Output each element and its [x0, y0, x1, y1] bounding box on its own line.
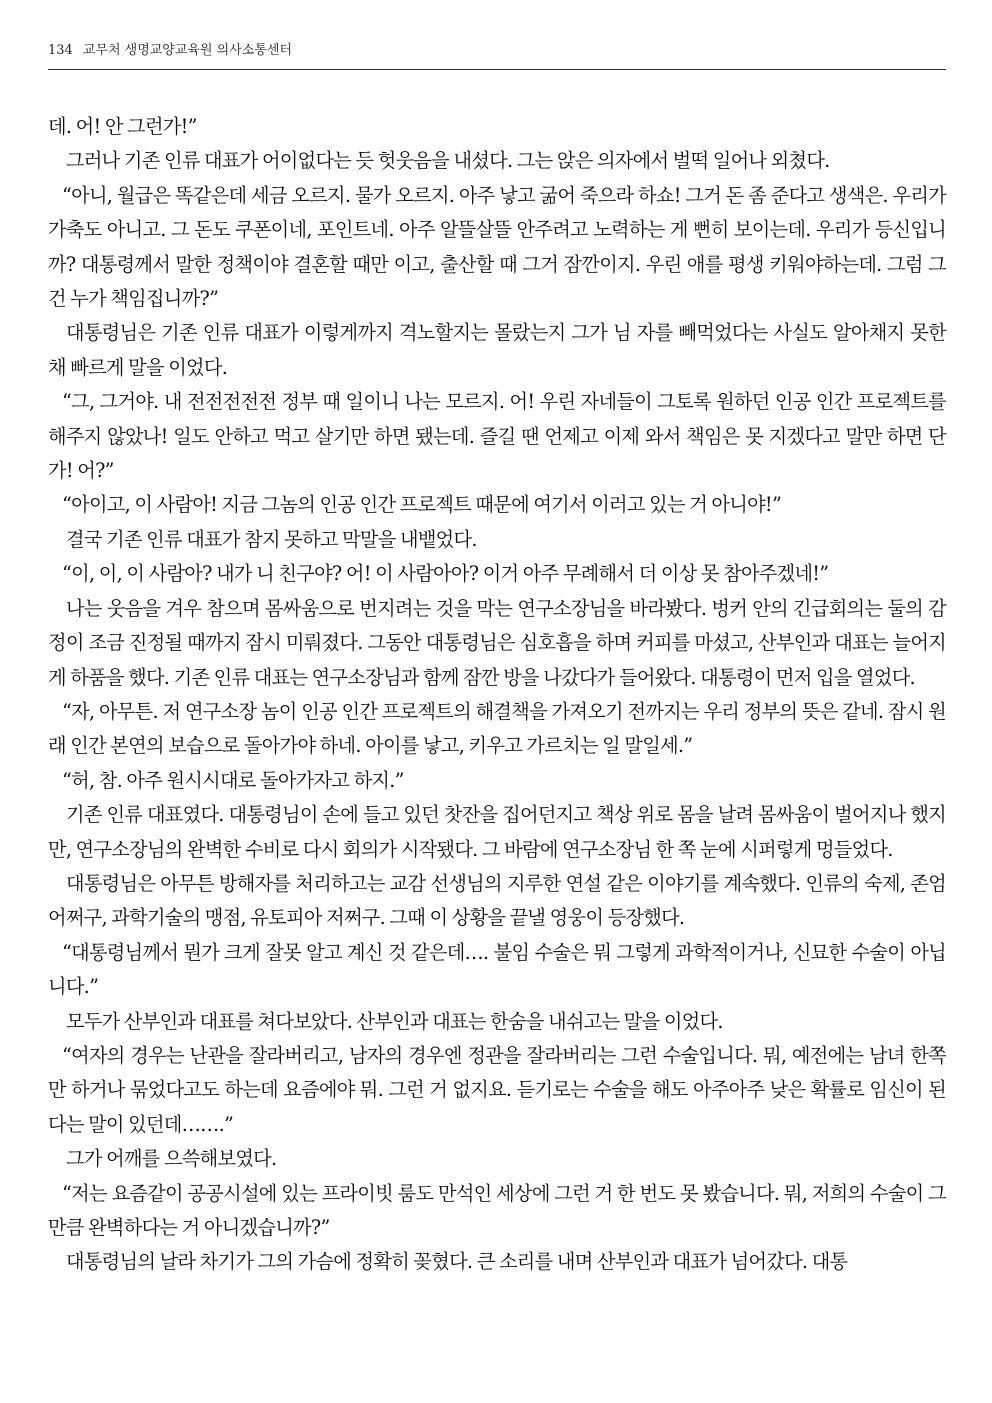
- paragraph: “대통령님께서 뭔가 크게 잘못 알고 계신 것 같은데…. 불임 수술은 뭐 그렇게 과학적이거나, 신묘한 수술이 아닙니다.”: [48, 940, 946, 999]
- running-header: [48, 42, 946, 60]
- paragraph: 대통령님은 기존 인류 대표가 이렇게까지 격노할지는 몰랐는지 그가 님 자를 빼먹었다는 사실도 알아채지 못한 채 빠르게 말을 이었다.: [48, 321, 946, 379]
- paragraph: 나는 웃음을 겨우 참으며 몸싸움으로 번지려는 것을 막는 연구소장님을 바라봤다. 벙커 안의 긴급회의는 둘의 감정이 조금 진정될 때까지 잠시 미뤄졌다. 그동안 대통령님은 심호흡을 하며 커피를 마셨고, 산부인과 대표는 늘어지게 하품을 했다. 기존 인류 대표는 연구소장님과 함께 잠깐 방을 나갔다가 들어왔다. 대통령이 먼저 입을 열었다.: [48, 596, 946, 689]
- paragraph: 대통령님의 날라 차기가 그의 가슴에 정확히 꽂혔다. 큰 소리를 내며 산부인과 대표가 넘어갔다. 대통: [66, 1250, 848, 1274]
- header-rule: [48, 69, 946, 70]
- paragraph: 결국 기존 인류 대표가 참지 못하고 막말을 내뱉었다.: [66, 527, 477, 551]
- paragraph: “자, 아무튼. 저 연구소장 놈이 인공 인간 프로젝트의 해결책을 가져오기 전까지는 우리 정부의 뜻은 같네. 잠시 원래 인간 본연의 보습으로 돌아가야 하네. 아이를 낳고, 키우고 가르치는 일 말일세.”: [48, 699, 946, 758]
- paragraph: “아이고, 이 사람아! 지금 그놈의 인공 인간 프로젝트 때문에 여기서 이러고 있는 거 아니야!”: [62, 493, 782, 517]
- paragraph: 대통령님은 아무튼 방해자를 처리하고는 교감 선생님의 지루한 연설 같은 이야기를 계속했다. 인류의 숙제, 존엄 어쩌구, 과학기술의 맹점, 유토피아 저쩌구. 그때 이 상황을 끝낼 영웅이 등장했다.: [48, 871, 946, 930]
- paragraph: “저는 요즘같이 공공시설에 있는 프라이빗 룸도 만석인 세상에 그런 거 한 번도 못 봤습니다. 뭐, 저희의 수술이 그만큼 완벽하다는 거 아니겠습니까?”: [48, 1181, 946, 1239]
- page-number: 134: [48, 43, 73, 58]
- body-text: [48, 110, 946, 1280]
- paragraph: 기존 인류 대표였다. 대통령님이 손에 들고 있던 찻잔을 집어던지고 책상 위로 몸을 날려 몸싸움이 벌어지나 했지만, 연구소장님의 완벽한 수비로 다시 회의가 시작됐다. 그 바람에 연구소장님 한 쪽 눈에 시퍼렇게 멍들었다.: [48, 803, 946, 861]
- paragraph: “그, 그거야. 내 전전전전전 정부 때 일이니 나는 모르지. 어! 우린 자네들이 그토록 원하던 인공 인간 프로젝트를 해주지 않았나! 일도 안하고 먹고 살기만 하면 됐는데. 즐길 땐 언제고 이제 와서 책임은 못 지겠다고 말만 하면 단가! 어?”: [48, 390, 946, 483]
- paragraph: “여자의 경우는 난관을 잘라버리고, 남자의 경우엔 정관을 잘라버리는 그런 수술입니다. 뭐, 예전에는 남녀 한쪽만 하거나 묶었다고도 하는데 요즘에야 뭐. 그런 거 없지요. 듣기로는 수술을 해도 아주아주 낮은 확률로 임신이 된다는 말이 있던데…….”: [48, 1043, 946, 1136]
- paragraph: 모두가 산부인과 대표를 쳐다보았다. 산부인과 대표는 한숨을 내쉬고는 말을 이었다.: [66, 1009, 723, 1033]
- paragraph: 데. 어! 안 그런가!”: [48, 115, 197, 138]
- running-title: 교무처 생명교양교육원 의사소통센터: [82, 43, 293, 58]
- paragraph: “아니, 월급은 똑같은데 세금 오르지. 물가 오르지. 아주 낳고 굶어 죽으라 하쇼! 그거 돈 좀 준다고 생색은. 우리가 가축도 아니고. 그 돈도 쿠폰이네, 포인트네. 아주 알뜰살뜰 안주려고 노력하는 게 뻔히 보이는데. 우리가 등신입니까? 대통령께서 말한 정책이야 결혼할 때만 이고, 출산할 때 그거 잠깐이지. 우린 애를 평생 키워야하는데. 그럼 그건 누가 책임집니까?”: [48, 183, 946, 311]
- paragraph: 그가 어깨를 으쓱해보였다.: [66, 1147, 277, 1171]
- paragraph: “이, 이, 이 사람아? 내가 니 친구야? 어! 이 사람아아? 이거 아주 무례해서 더 이상 못 참아주겠네!”: [62, 562, 829, 586]
- paragraph: “허, 참. 아주 원시시대로 돌아가자고 하지.”: [62, 768, 404, 792]
- paragraph: 그러나 기존 인류 대표가 어이없다는 듯 헛웃음을 내셨다. 그는 앉은 의자에서 벌떡 일어나 외쳤다.: [66, 149, 830, 173]
